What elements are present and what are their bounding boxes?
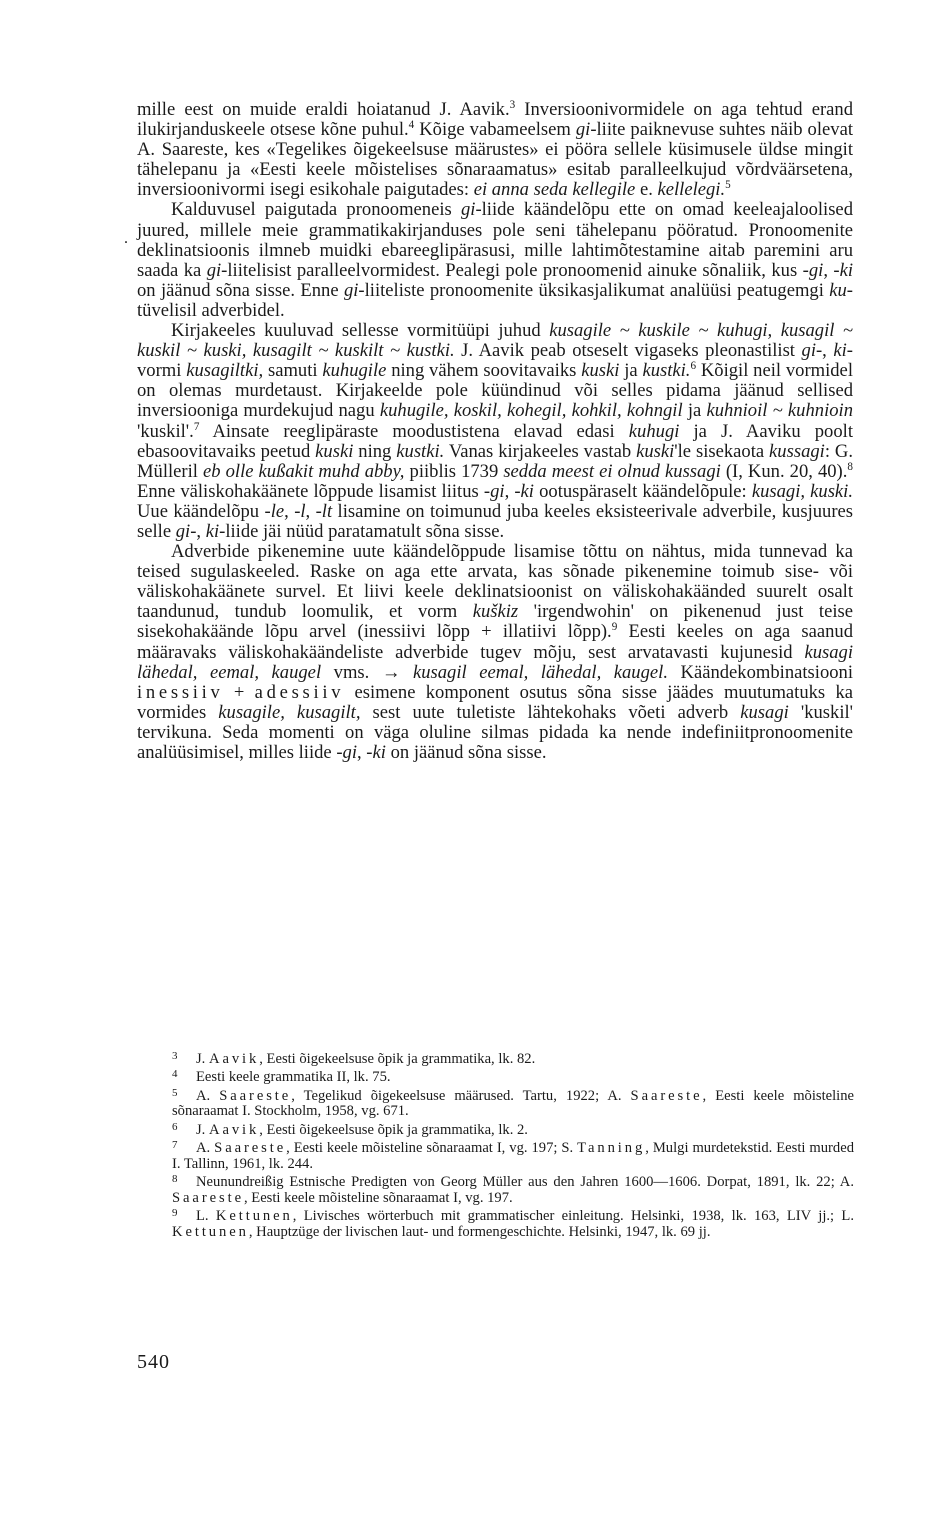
footnote-number: 7: [172, 1139, 178, 1152]
footnote: [172, 1086, 854, 1120]
body-paragraph: Adverbide pikenemine uute käändelõppude lisamise tõttu on nähtus, mida tunnevad ka teised sugulaskeeled. Raske on aga ette arvata, kas sõnade pikenemine toimub sise- või väliskohakäänete survel. Et liivi keele deklinatsioonist on väliskohakäänded suurelt osalt taandunud, tundub loomulik, et vorm kuškiz 'irgendwohin' on pikenenud just teise sisekohakäände lõpu arvel (inessiivi lõpp + illatiivi lõpp).$^9$ Eesti keeles on aga saanud määravaks väliskohakäändeliste adverbide tugev mõju, sest arvatavasti kujunesid kusagi lähedal, eemal, kaugel vms. → kusagil eemal, lähedal, kaugel. Käändekombinatsiooni inessiiv + adessiiv esimene komponent osutus sõna sisse jäädes muutumatuks ka vormides kusagile, kusagilt, sest uute tuletiste lähtekohaks võeti adverb kusagi 'kuskil' tervikuna. Seda momenti on väga oluline silmas pidada ka nende indefiniitpronoomenite analüüsimisel, milles liide -gi, -ki on jäänud sõna sisse.: [137, 541, 853, 763]
footnote: [172, 1138, 854, 1172]
body-paragraph: mille eest on muide eraldi hoiatanud J. Aavik.$^3$ Inversioonivormidele on aga tehtud erand ilukirjanduskeele otsese kõne puhul.$^4$ Kõige vabameelsem gi-liite paiknevuse suhtes näib olevat A. Saareste, kes «Tegelikes õigekeelsuse määrustes» ei pööra sellele küsimusele üldse mingit tähelepanu ja «Eesti keele mõistelises sõnaraamatus» esitab paralleelkujud võrdväärsetena, inversioonivormi isegi esikohale paigutades: ei anna seda kellegile e. kellelegi.$^5$: [137, 98, 854, 201]
footnote-number: 8: [172, 1173, 178, 1186]
footnote-number: 5: [172, 1086, 178, 1099]
footnotes: [172, 1049, 854, 1240]
footnote-text: A. Saareste, Eesti keele mõisteline sõnaraamat I, vg. 197; S. Tanning, Mulgi murdetekstid. Eesti murded I. Tallinn, 1961, lk. 244.: [172, 1140, 854, 1172]
footnote-text: Eesti keele grammatika II, lk. 75.: [196, 1069, 391, 1086]
footnote-number: 9: [172, 1207, 178, 1220]
margin-mark: .: [124, 230, 128, 247]
page-number: 540: [137, 1351, 170, 1373]
footnote: [172, 1172, 854, 1206]
footnote-number: 4: [172, 1068, 178, 1081]
footnote: [172, 1206, 854, 1240]
body-text: [137, 100, 853, 763]
footnote: [172, 1120, 854, 1138]
footnote-text: A. Saareste, Tegelikud õigekeelsuse määrused. Tartu, 1922; A. Saareste, Eesti keele mõisteline sõnaraamat I. Stockholm, 1958, vg. 671.: [172, 1087, 854, 1120]
footnote-text: Neunundreißig Estnische Predigten von Georg Müller aus den Jahren 1600—1606. Dorpat, 1891, lk. 22; A. Saareste, Eesti keele mõisteline sõnaraamat I, vg. 197.: [172, 1174, 854, 1206]
footnote-text: L. Kettunen, Livisches wörterbuch mit grammatischer einleitung. Helsinki, 1938, lk. 163, LIV jj.; L. Kettunen, Hauptzüge der livischen laut- und formengeschichte. Helsinki, 1947, lk. 69 jj.: [172, 1208, 854, 1240]
footnote-number: 6: [172, 1120, 178, 1133]
body-paragraph: Kalduvusel paigutada pronoomeneis gi-liide käändelõpu ette on omad keeleajaloolised juured, millele meie grammatikakirjanduses pole seni tähelepanu pööratud. Pronoomenite deklinatsioonis ilmneb muidki ebareeglipärasusi, mille lahtimõtestamine aitab paremini aru saada ka gi-liitelisist paralleelvormidest. Pealegi pole pronoomenid ainuke sõnaliik, kus -gi, -ki on jäänud sõna sisse. Enne gi-liiteliste pronoomenite üksikasjalikumat analüüsi peatugemgi ku-tüvelisil adverbidel.: [137, 199, 854, 321]
footnote: [172, 1049, 854, 1067]
footnote: [172, 1067, 854, 1085]
footnote-number: 3: [172, 1050, 178, 1062]
body-paragraph: Kirjakeeles kuuluvad sellesse vormitüüpi juhud kusagile ~ kuskile ~ kuhugi, kusagil ~ kuskil ~ kuski, kusagilt ~ kuskilt ~ kustki. J. Aavik peab otseselt vigaseks pleonastilist gi-, ki-vormi kusagiltki, samuti kuhugile ning vähem soovitavaiks kuski ja kustki.$^6$ Kõigil neil vormidel on olemas murdetaust. Kirjakeelde pole küündinud või selles pidama jäänud sellised inversiooniga murdekujud nagu kuhugile, koskil, kohegil, kohkil, kohngil ja kuhnioil ~ kuhnioin 'kuskil'.$^7$ Ainsate reeglipäraste moodustistena elavad edasi kuhugi ja J. Aaviku poolt ebasoovitavaiks peetud kuski ning kustki. Vanas kirjakeeles vastab kuski'le sisekaota kussagi: G. Mülleril eb olle kußakit muhd abby, piiblis 1739 sedda meest ei olnud kussagi (I, Kun. 20, 40).$^8$ Enne väliskohakäänete lõppude lisamist liitus -gi, -ki ootuspäraselt käändelõpule: kusagi, kuski. Uue käändelõpu -le, -l, -lt lisamine on toimunud juba keeles eksisteerivale adverbile, kusjuures selle gi-, ki-liide jäi nüüd paratamatult sõna sisse.: [137, 320, 854, 542]
footnote-text: J. Aavik, Eesti õigekeelsuse õpik ja grammatika, lk. 2.: [196, 1121, 528, 1138]
footnote-text: J. Aavik, Eesti õigekeelsuse õpik ja grammatika, lk. 82.: [196, 1050, 536, 1067]
